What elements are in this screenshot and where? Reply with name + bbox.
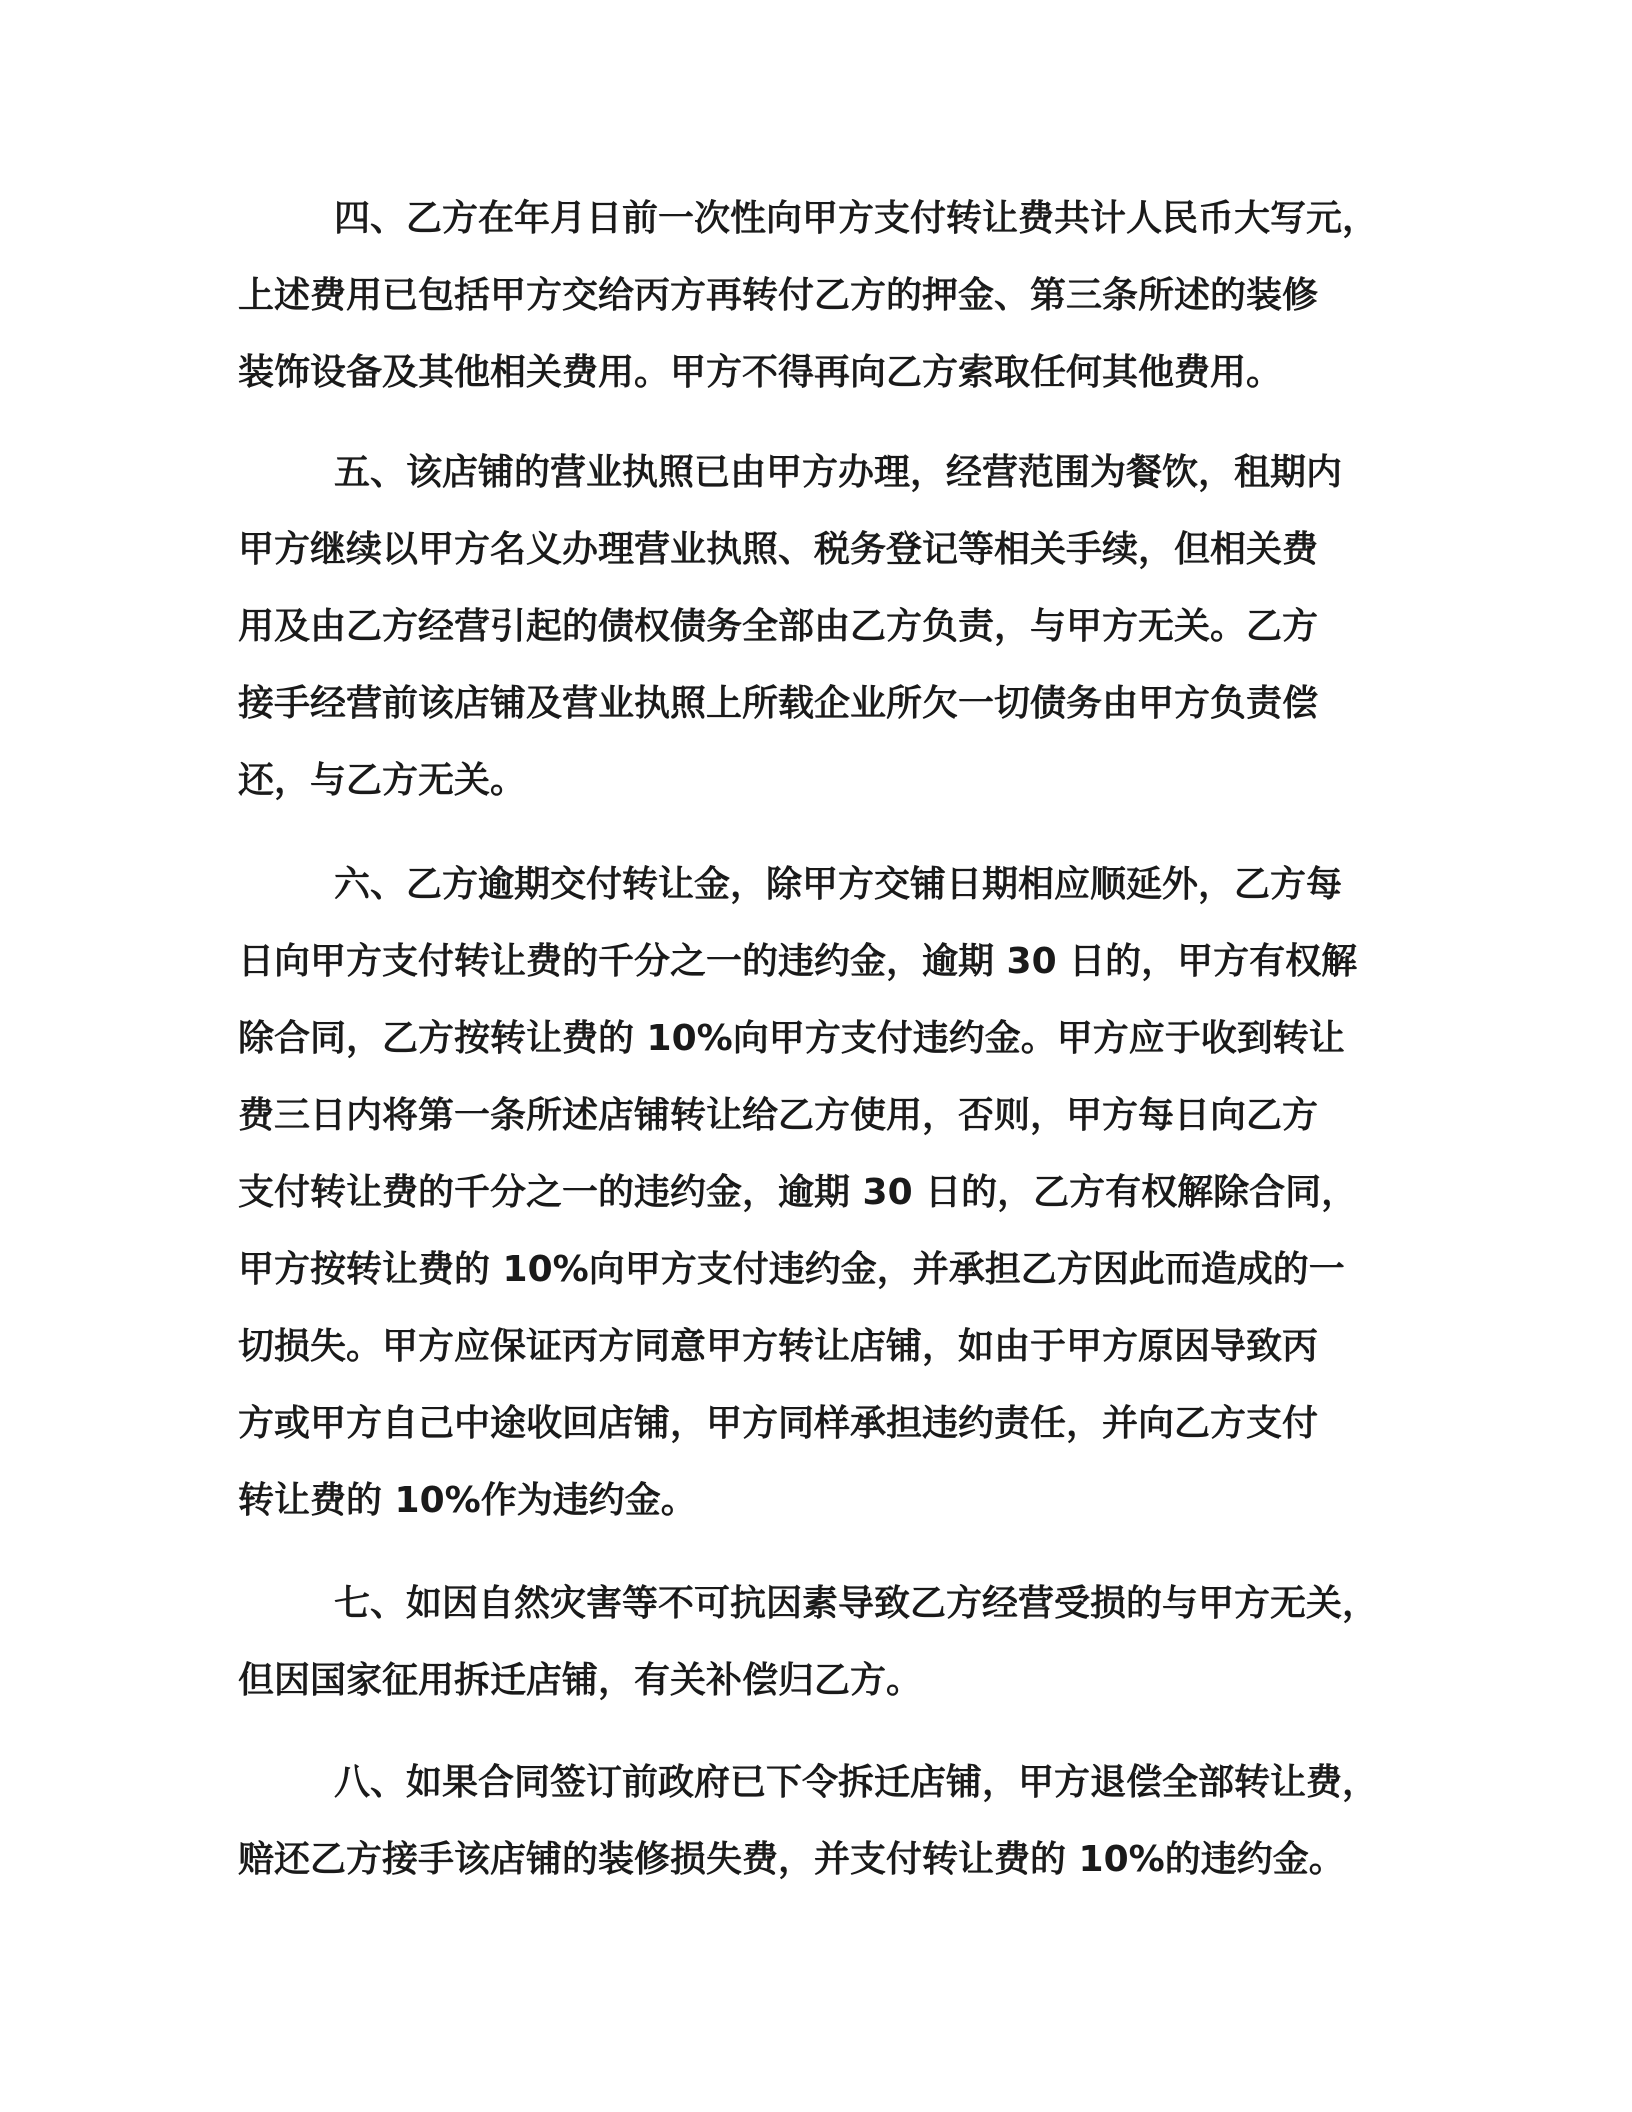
clause-7 [238,1565,1398,1719]
clause-6 [238,846,1398,1539]
clause-line: 接手经营前该店铺及营业执照上所载企业所欠一切债务由甲方负责偿 [238,683,1319,724]
clause-line: 八、如果合同签订前政府已下令拆迁店铺，甲方退偿全部转让费， [334,1762,1379,1803]
clause-line: 赔还乙方接手该店铺的装修损失费，并支付转让费的 10%的违约金。 [238,1839,1345,1880]
clause-line: 日向甲方支付转让费的千分之一的违约金，逾期 30 日的，甲方有权解 [238,941,1358,982]
clause-line: 装饰设备及其他相关费用。甲方不得再向乙方索取任何其他费用。 [238,352,1283,393]
clause-line: 五、该店铺的营业执照已由甲方办理，经营范围为餐饮，租期内 [334,452,1343,493]
clause-line: 用及由乙方经营引起的债权债务全部由乙方负责，与甲方无关。乙方 [238,606,1319,647]
clause-line: 上述费用已包括甲方交给丙方再转付乙方的押金、第三条所述的装修 [238,275,1319,316]
clause-5 [238,434,1398,819]
clause-line: 还，与乙方无关。 [238,760,527,801]
clause-8 [238,1744,1398,1898]
clause-line: 甲方继续以甲方名义办理营业执照、税务登记等相关手续，但相关费 [238,529,1319,570]
clause-line: 支付转让费的千分之一的违约金，逾期 30 日的，乙方有权解除合同， [238,1172,1358,1213]
clause-line: 四、乙方在年月日前一次性向甲方支付转让费共计人民币大写元， [334,198,1379,239]
clause-line: 切损失。甲方应保证丙方同意甲方转让店铺，如由于甲方原因导致丙 [238,1326,1319,1367]
clause-line: 但因国家征用拆迁店铺，有关补偿归乙方。 [238,1660,923,1701]
clause-line: 七、如因自然灾害等不可抗因素导致乙方经营受损的与甲方无关， [334,1583,1379,1624]
clause-4 [238,180,1398,411]
clause-line: 转让费的 10%作为违约金。 [238,1480,697,1521]
clause-line: 除合同，乙方按转让费的 10%向甲方支付违约金。甲方应于收到转让 [238,1018,1345,1059]
clause-line: 六、乙方逾期交付转让金，除甲方交铺日期相应顺延外，乙方每 [334,864,1343,905]
clause-line: 方或甲方自己中途收回店铺，甲方同样承担违约责任，并向乙方支付 [238,1403,1319,1444]
clause-line: 甲方按转让费的 10%向甲方支付违约金，并承担乙方因此而造成的一 [238,1249,1345,1290]
clause-line: 费三日内将第一条所述店铺转让给乙方使用，否则，甲方每日向乙方 [238,1095,1319,1136]
